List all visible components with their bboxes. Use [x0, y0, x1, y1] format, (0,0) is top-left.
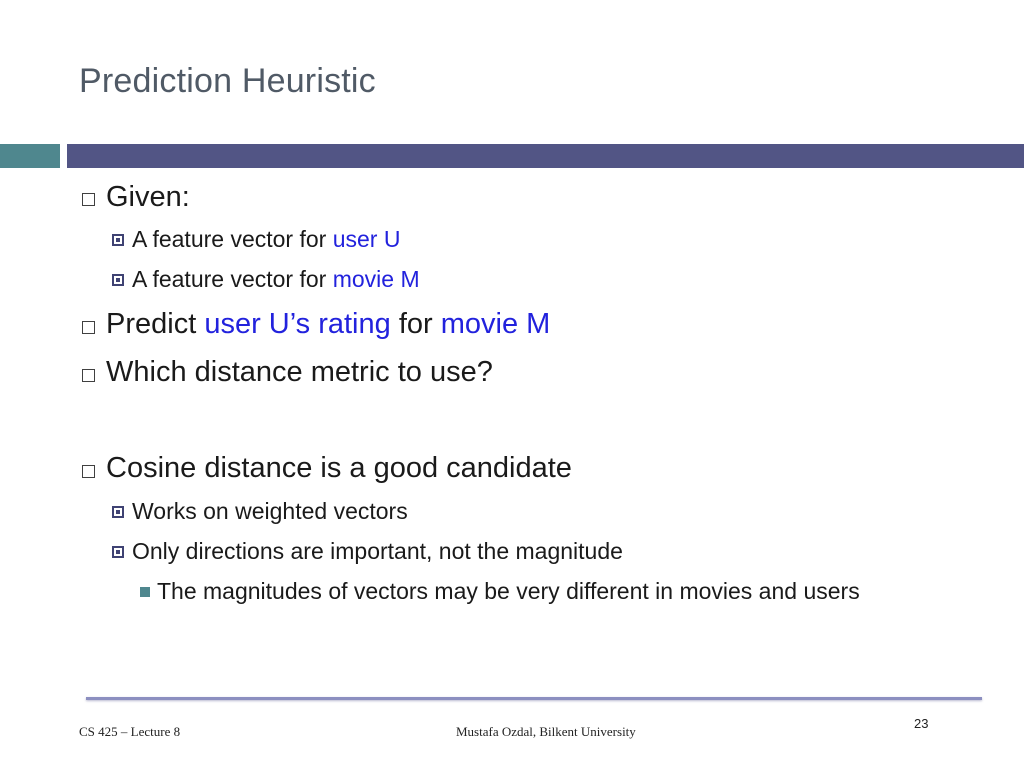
- page-number: 23: [914, 716, 929, 731]
- bullet-text: A feature vector for: [132, 226, 333, 252]
- highlight-text: user U: [332, 226, 401, 252]
- slide-title: Prediction Heuristic: [79, 62, 376, 100]
- bullet-given-item-1: [132, 226, 400, 253]
- bullet-given: Given:: [106, 181, 190, 213]
- square-dot-bullet-icon: [112, 506, 124, 518]
- footer-course: CS 425 – Lecture 8: [79, 724, 181, 739]
- square-dot-bullet-icon: [112, 274, 124, 286]
- bullet-text: A feature vector for: [132, 266, 333, 292]
- bullet-cosine: Cosine distance is a good candidate: [106, 452, 572, 484]
- bullet-cosine-item-1: Works on weighted vectors: [132, 498, 408, 524]
- hollow-square-bullet-icon: [82, 321, 95, 334]
- hollow-square-bullet-icon: [82, 193, 95, 206]
- highlight-text: user U’s rating: [204, 308, 391, 340]
- hollow-square-bullet-icon: [82, 465, 95, 478]
- bullet-text: Predict: [106, 308, 205, 340]
- square-dot-bullet-icon: [112, 546, 124, 558]
- bullet-cosine-subitem: The magnitudes of vectors may be very different in movies and users: [157, 578, 860, 604]
- square-dot-bullet-icon: [112, 234, 124, 246]
- highlight-text: movie M: [440, 308, 551, 340]
- bullet-text: for: [390, 308, 441, 340]
- filled-square-bullet-icon: [140, 587, 150, 597]
- bullet-cosine-item-2: Only directions are important, not the magnitude: [132, 538, 623, 564]
- bullet-which-metric: Which distance metric to use?: [106, 356, 493, 388]
- hollow-square-bullet-icon: [82, 369, 95, 382]
- bullet-given-item-2: [132, 266, 420, 293]
- highlight-text: movie M: [332, 266, 420, 292]
- bullet-predict: [106, 308, 550, 341]
- footer-rule: [86, 697, 982, 700]
- footer-author: Mustafa Ozdal, Bilkent University: [456, 724, 636, 739]
